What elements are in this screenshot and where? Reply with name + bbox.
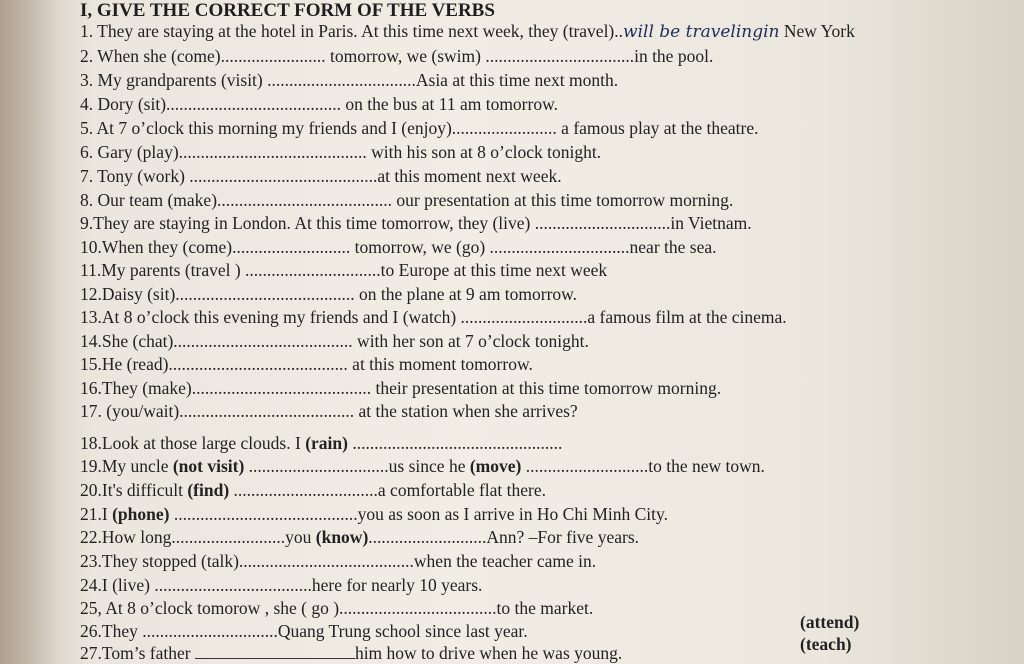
verb-hint-attend: (attend) — [800, 612, 860, 632]
exercise-line-17: 17. (you/wait)........................................ at the station when she arrives? — [80, 401, 578, 421]
exercise-line-22: 22.How long..........................you (know)...........................Ann? –For five years. — [80, 527, 640, 547]
exercise-line-24: 24.I (live) ....................................here for nearly 10 years. — [80, 575, 483, 595]
exercise-line-23: 23.They stopped (talk)........................................when the teacher came in. — [80, 551, 597, 571]
exercise-line-19: 19.My uncle (not visit) ................................us since he (move) ............................to the new town. — [80, 456, 765, 476]
exercise-line-9: 9.They are staying in London. At this time tomorrow, they (live) ...............................in Vietnam. — [80, 213, 752, 233]
exercise-line-7: 7. Tony (work) ...........................................at this moment next week. — [80, 166, 562, 186]
exercise-line-27: 27.Tom’s father him how to drive when he was young. — [80, 643, 623, 663]
verb-hint-teach: (teach) — [800, 634, 852, 654]
exercise-line-20: 20.It's difficult (find) .................................a comfortable flat there. — [80, 480, 547, 500]
handwritten-answer: will be travelingin — [623, 22, 780, 42]
exercise-line-26: 26.They ...............................Quang Trung school since last year. — [80, 621, 528, 641]
exercise-line-12: 12.Daisy (sit)......................................... on the plane at 9 am tomorrow. — [80, 284, 578, 304]
exercise-line-1: 1. They are staying at the hotel in Paris. At this time next week, they (travel)..will be travelingin New York — [80, 21, 855, 42]
worksheet-title: I, GIVE THE CORRECT FORM OF THE VERBS — [80, 0, 495, 21]
exercise-line-10: 10.When they (come)........................... tomorrow, we (go) ................................near the sea. — [80, 237, 717, 257]
exercise-line-16: 16.They (make)......................................... their presentation at this time tomorrow morning. — [80, 378, 722, 398]
exercise-line-21: 21.I (phone) ..........................................you as soon as I arrive in Ho Chi Minh City. — [80, 504, 669, 524]
exercise-line-13: 13.At 8 o’clock this evening my friends and I (watch) .............................a famous film at the cinema. — [80, 307, 787, 327]
exercise-line-18: 18.Look at those large clouds. I (rain) ................................................ — [80, 433, 563, 453]
exercise-line-4: 4. Dory (sit)........................................ on the bus at 11 am tomorrow. — [80, 94, 558, 114]
exercise-line-15: 15.He (read)......................................... at this moment tomorrow. — [80, 354, 533, 374]
page-shadow — [0, 0, 60, 664]
exercise-line-2: 2. When she (come)........................ tomorrow, we (swim) ..................................in the pool. — [80, 46, 714, 66]
exercise-line-3: 3. My grandparents (visit) ..................................Asia at this time next month. — [80, 70, 619, 90]
exercise-line-11: 11.My parents (travel ) ...............................to Europe at this time next week — [80, 260, 608, 280]
exercise-line-8: 8. Our team (make)........................................ our presentation at this time tomorrow morning. — [80, 190, 734, 210]
exercise-line-25: 25, At 8 o’clock tomorow , she ( go )....................................to the market. — [80, 598, 594, 618]
exercise-line-6: 6. Gary (play)........................................... with his son at 8 o’clock tonight. — [80, 142, 602, 162]
exercise-line-5: 5. At 7 o’clock this morning my friends and I (enjoy)........................ a famous play at the theatre. — [80, 118, 759, 138]
exercise-line-14: 14.She (chat)......................................... with her son at 7 o’clock tonight. — [80, 331, 589, 351]
answer-blank — [195, 643, 355, 659]
